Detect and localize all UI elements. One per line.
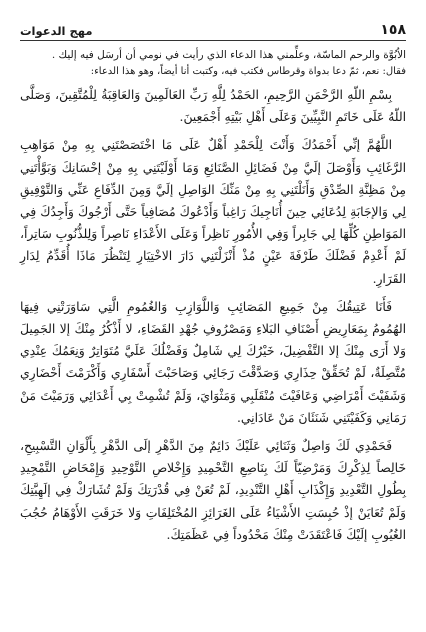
basmala-paragraph: بِسْمِ اللّهِ الرَّحْمَنِ الرَّحِيمِ، الحَمْدُ لِلَّهِ رَبِّ العَالَمِينَ وَالعَاقِبَةُ لِلْمُتَّقِينَ، وَصَلَّى اللّهُ عَلَى خَاتَمِ النَّبِيِّينَ وَعَلَى أَهْلِ بَيْتِهِ أَجْمَعِينَ. (20, 88, 406, 125)
page-header (20, 14, 406, 41)
intro-line: الاُبُوَّة والرحم الماسّة، وعلِّمني هذا الدعاء الذي رأيت في نومي أن أرسَل فيه إليك . (51, 49, 406, 61)
narration-note: فقال: نعم، ثمّ دعا بدواة وقرطاس فكتب فيه، وكتبت أنا أيضاً، وهو هذا الدعاء: (90, 66, 406, 77)
supplication-paragraph: اللَّهُمَّ إنِّي أَحْمَدُكَ وَأَنْتَ لِلْحَمْدِ أَهْلٌ عَلَى مَا اخْتَصَصْتَنِي بِهِ مِنْ مَوَاهِبِ الرَّغَائِبِ وَأَوْصَلَ إلَيَّ مِنْ فَضَائِلِ الصَّنَائِعِ وَمَا أَوْلَيْتَنِي بِهِ مِنْ إحْسَانِكَ وَبَوَّأْتَنِي مِنْ مَظِنَّةِ الصِّدْقِ وَأَنَلْتَنِي بِهِ مِنْ مَنِّكَ الوَاصِلِ إلَيَّ وَمِنَ الدِّفَاعِ عَنِّي وَالتَّوْفِيقِ لِي وَالإجَابَةِ لِدُعَائِي حِينَ أُنَاجِيكَ رَاغِباً وَأَدْعُوكَ مُصَافِياً حَتَّى أَرْجُوكَ وَأَجِدُكَ فِي المَوَاطِنِ كُلِّهَا لِي جَابِراً وَفِي الأُمُورِ نَاظِراً وَعَلَى الأَعْدَاءِ نَاصِراً وَلِلذُّنُوبِ سَاتِراً، لَمْ أَعْدِمْ فَضْلَكَ طَرْفَةَ عَيْنٍ مُذْ أَنْزَلْتَنِي دَارَ الاخْتِيَارِ لِتَنْظُرَ مَاذَا أُقَدِّمُ لِدَارِ القَرَارِ. (20, 138, 406, 286)
supplication-paragraph: فَأَنَا عَتِيقُكَ مِنْ جَمِيعِ المَصَائِبِ وَاللَّوَازِبِ وَالغُمُومِ الَّتِي سَاوَرَتْنِي فِيهَا الهُمُومُ بِمَعَارِيضِ أَصْنَافِ البَلاءِ وَمَصْرُوفِ جُهْدِ القَضَاءِ، لا أَذْكُرُ مِنْكَ إلا الجَمِيلَ وَلا أَرَى مِنْكَ إلا التَّفْضِيلَ، خَيْرُكَ لِي شَامِلٌ وَفَضْلُكَ عَلَيَّ مُتَوَاتِرٌ وَنِعَمُكَ عِنْدِي مُتَّصِلَةٌ، لَمْ تُحَقِّقْ حِذَارِي وَصَدَّقْتَ رَجَائِي وَصَاحَبْتَ أَسْفَارِي وَأَكْرَمْتَ أَحْضَارِي وَشَفَيْتَ أَمْرَاضِي وَعَافَيْتَ مُنْقَلَبِي وَمَثْوَايَ، وَلَمْ تُشْمِتْ بِي أَعْدَائِي وَرَمَيْتَ مَنْ رَمَانِي وَكَفَيْتَنِي شَنَئَانَ مَنْ عَادَانِي. (20, 299, 406, 425)
running-title: مهج الدعوات (20, 24, 93, 38)
supplication-paragraph: فَحَمْدِي لَكَ وَاصِلٌ وَثَنَائِي عَلَيْكَ دَائِمٌ مِنَ الدَّهْرِ إلَى الدَّهْرِ بِأَلْوَانِ التَّسْبِيحِ، خَالِصاً لِذِكْرِكَ وَمَرْضِيّاً لَكَ بِنَاصِعِ التَّحْمِيدِ وَإِخْلاصِ التَّوْحِيدِ وَإِمْحَاضِ التَّمْجِيدِ بِطُولِ التَّعْدِيدِ وَإِكْذَابِ أَهْلِ التَّنْدِيدِ، لَمْ تُعَنْ فِي قُدْرَتِكَ وَلَمْ تُشَارَكْ فِي إلَهِيَّتِكَ وَلَمْ تُعَايَنْ إذْ حُبِسَتِ الأَشْيَاءُ عَلَى الغَرَائِزِ المُخْتَلِفَاتِ وَلا خَرَقَتِ الأَوْهَامُ حُجُبَ الغُيُوبِ إلَيْكَ فَاعْتَقَدَتْ مِنْكَ مَحْدُوداً فِي عَظَمَتِكَ. (20, 439, 406, 542)
page-number: ١٥٨ (380, 22, 406, 38)
